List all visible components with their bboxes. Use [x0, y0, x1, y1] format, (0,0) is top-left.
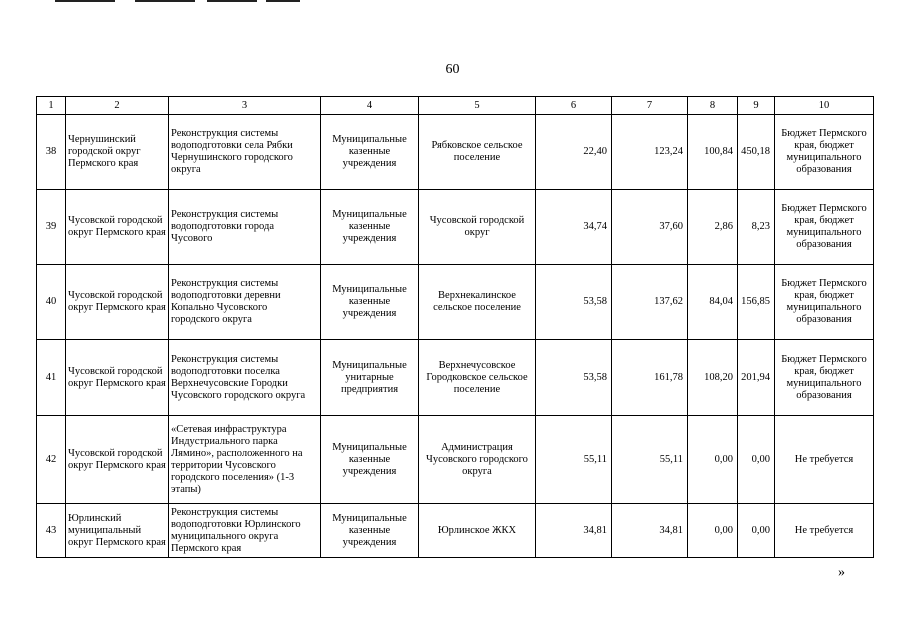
- district-cell: Юрлинский муниципальный округ Пермского края: [66, 504, 169, 558]
- header-cell: 1: [37, 97, 66, 115]
- value-cell-8: 100,84: [688, 115, 738, 190]
- project-name-cell: Реконструкция системы водоподготовки села Рябки Чернушинского городского округа: [169, 115, 321, 190]
- project-name-cell: Реконструкция системы водоподготовки Юрлинского муниципального округа Пермского края: [169, 504, 321, 558]
- customer-cell: Муниципальные казенные учреждения: [321, 504, 419, 558]
- header-cell: 10: [775, 97, 874, 115]
- value-cell-9: 450,18: [738, 115, 775, 190]
- value-cell-7: 123,24: [612, 115, 688, 190]
- header-cell: 3: [169, 97, 321, 115]
- value-cell-9: 201,94: [738, 340, 775, 416]
- operator-cell: Администрация Чусовского городского округа: [419, 416, 536, 504]
- table-row: [37, 265, 874, 340]
- projects-table: [36, 96, 874, 558]
- value-cell-6: 22,40: [536, 115, 612, 190]
- value-cell-7: 34,81: [612, 504, 688, 558]
- value-cell-7: 55,11: [612, 416, 688, 504]
- operator-cell: Юрлинское ЖКХ: [419, 504, 536, 558]
- funding-source-cell: Бюджет Пермского края, бюджет муниципального образования: [775, 265, 874, 340]
- table-row: [37, 504, 874, 558]
- customer-cell: Муниципальные унитарные предприятия: [321, 340, 419, 416]
- page-number: 60: [445, 62, 460, 77]
- operator-cell: Чусовской городской округ: [419, 190, 536, 265]
- row-number: 41: [37, 340, 66, 416]
- value-cell-9: 0,00: [738, 416, 775, 504]
- value-cell-6: 53,58: [536, 265, 612, 340]
- header-cell: 2: [66, 97, 169, 115]
- continuation-mark: »: [838, 565, 845, 580]
- project-name-cell: «Сетевая инфраструктура Индустриального парка Лямино», расположенного на территории Чусовского городского поселения» (1-3 этапы): [169, 416, 321, 504]
- value-cell-9: 0,00: [738, 504, 775, 558]
- row-number: 43: [37, 504, 66, 558]
- district-cell: Чусовской городской округ Пермского края: [66, 265, 169, 340]
- value-cell-8: 108,20: [688, 340, 738, 416]
- value-cell-7: 137,62: [612, 265, 688, 340]
- row-number: 39: [37, 190, 66, 265]
- operator-cell: Рябковское сельское поселение: [419, 115, 536, 190]
- value-cell-8: 0,00: [688, 416, 738, 504]
- header-cell: 8: [688, 97, 738, 115]
- table-body: [37, 97, 874, 558]
- table-header-row: [37, 97, 874, 115]
- funding-source-cell: Бюджет Пермского края, бюджет муниципального образования: [775, 340, 874, 416]
- table-row: [37, 416, 874, 504]
- header-cell: 7: [612, 97, 688, 115]
- customer-cell: Муниципальные казенные учреждения: [321, 265, 419, 340]
- customer-cell: Муниципальные казенные учреждения: [321, 190, 419, 265]
- row-number: 38: [37, 115, 66, 190]
- header-cell: 6: [536, 97, 612, 115]
- header-cell: 9: [738, 97, 775, 115]
- table-row: [37, 340, 874, 416]
- value-cell-7: 37,60: [612, 190, 688, 265]
- value-cell-9: 156,85: [738, 265, 775, 340]
- project-name-cell: Реконструкция системы водоподготовки деревни Копально Чусовского городского округа: [169, 265, 321, 340]
- customer-cell: Муниципальные казенные учреждения: [321, 416, 419, 504]
- value-cell-7: 161,78: [612, 340, 688, 416]
- funding-source-cell: Не требуется: [775, 416, 874, 504]
- district-cell: Чусовской городской округ Пермского края: [66, 340, 169, 416]
- project-name-cell: Реконструкция системы водоподготовки города Чусового: [169, 190, 321, 265]
- row-number: 42: [37, 416, 66, 504]
- table-row: [37, 115, 874, 190]
- value-cell-8: 84,04: [688, 265, 738, 340]
- funding-source-cell: Бюджет Пермского края, бюджет муниципального образования: [775, 190, 874, 265]
- row-number: 40: [37, 265, 66, 340]
- district-cell: Чернушинский городской округ Пермского края: [66, 115, 169, 190]
- scan-artifact-top: [0, 0, 905, 4]
- operator-cell: Верхнечусовское Городковское сельское поселение: [419, 340, 536, 416]
- district-cell: Чусовской городской округ Пермского края: [66, 416, 169, 504]
- value-cell-6: 53,58: [536, 340, 612, 416]
- value-cell-6: 55,11: [536, 416, 612, 504]
- funding-source-cell: Не требуется: [775, 504, 874, 558]
- table-row: [37, 190, 874, 265]
- value-cell-8: 2,86: [688, 190, 738, 265]
- value-cell-6: 34,74: [536, 190, 612, 265]
- district-cell: Чусовской городской округ Пермского края: [66, 190, 169, 265]
- operator-cell: Верхнекалинское сельское поселение: [419, 265, 536, 340]
- customer-cell: Муниципальные казенные учреждения: [321, 115, 419, 190]
- value-cell-9: 8,23: [738, 190, 775, 265]
- value-cell-8: 0,00: [688, 504, 738, 558]
- header-cell: 5: [419, 97, 536, 115]
- project-name-cell: Реконструкция системы водоподготовки поселка Верхнечусовские Городки Чусовского городского округа: [169, 340, 321, 416]
- funding-source-cell: Бюджет Пермского края, бюджет муниципального образования: [775, 115, 874, 190]
- value-cell-6: 34,81: [536, 504, 612, 558]
- header-cell: 4: [321, 97, 419, 115]
